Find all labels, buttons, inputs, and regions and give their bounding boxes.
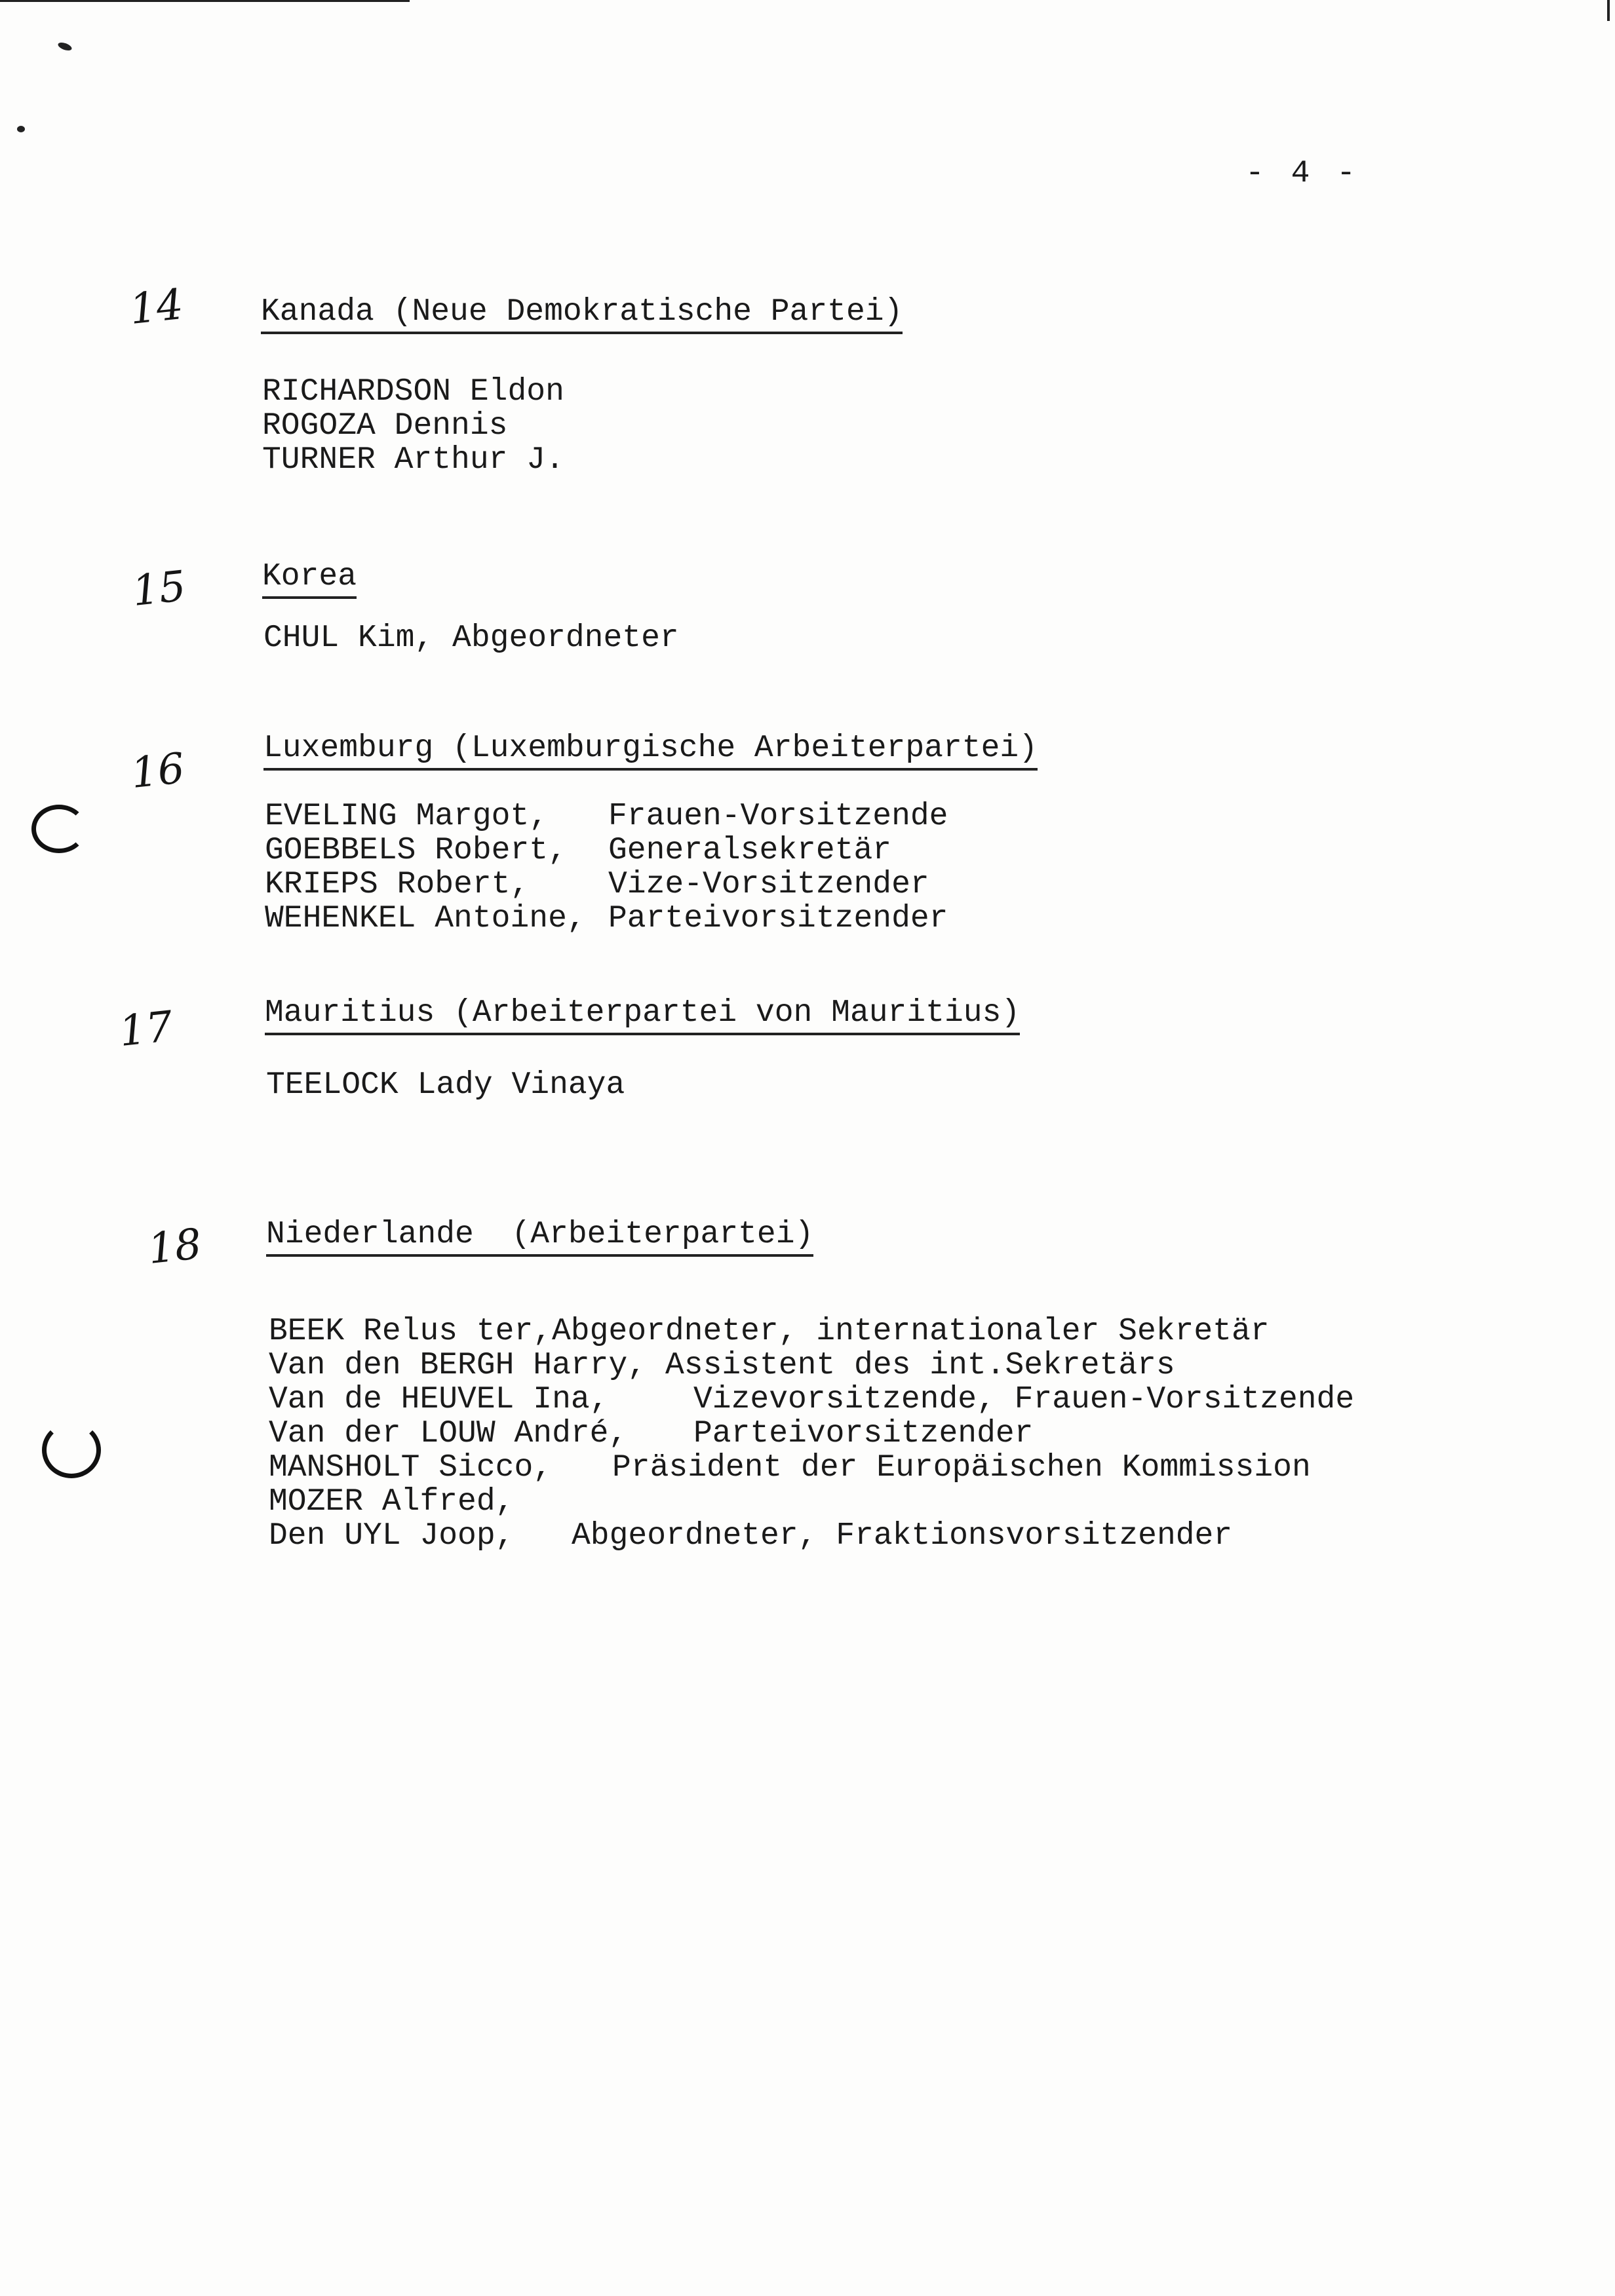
margin-number-17: 17 xyxy=(117,1002,176,1057)
section-heading-luxemburg: Luxemburg (Luxemburgische Arbeiterpartei) xyxy=(263,730,1038,771)
margin-number-18: 18 xyxy=(146,1219,204,1274)
entry-list-niederlande xyxy=(269,1314,1354,1553)
entry-list-kanada xyxy=(262,375,564,477)
entry-name: Van den BERGH Harry, xyxy=(269,1348,647,1383)
entry-name: Van der LOUW André, xyxy=(269,1416,628,1451)
margin-number-14: 14 xyxy=(127,280,186,335)
edge-mark xyxy=(1607,0,1610,21)
list-item xyxy=(269,1349,1354,1383)
list-item xyxy=(265,799,948,833)
list-item xyxy=(265,902,948,936)
entry-role: Präsident der Europäischen Kommission xyxy=(612,1450,1311,1485)
list-item xyxy=(263,621,679,655)
list-item xyxy=(269,1383,1354,1417)
ink-speck xyxy=(57,41,73,52)
list-item xyxy=(266,1068,625,1102)
entry-role: Abgeordneter, internationaler Sekretär xyxy=(552,1314,1270,1349)
entry-name: RICHARDSON Eldon xyxy=(262,374,564,410)
entry-name: EVELING Margot, xyxy=(265,799,549,834)
entry-name: TEELOCK Lady Vinaya xyxy=(266,1067,625,1103)
entry-name: CHUL Kim, Abgeordneter xyxy=(263,621,679,656)
entry-name: TURNER Arthur J. xyxy=(262,442,564,478)
entry-name: MANSHOLT Sicco, xyxy=(269,1450,553,1485)
entry-name: BEEK Relus ter, xyxy=(269,1314,553,1349)
section-heading-mauritius: Mauritius (Arbeiterpartei von Mauritius) xyxy=(265,995,1020,1035)
entry-role: Frauen-Vorsitzende xyxy=(608,799,948,834)
entry-role: Vize-Vorsitzender xyxy=(608,867,929,902)
entry-name: MOZER Alfred, xyxy=(269,1484,515,1520)
section-heading-korea: Korea xyxy=(262,558,357,599)
list-item xyxy=(262,375,564,409)
section-heading-niederlande: Niederlande (Arbeiterpartei) xyxy=(266,1216,813,1257)
entry-name: KRIEPS Robert, xyxy=(265,867,530,902)
entry-name: ROGOZA Dennis xyxy=(262,408,508,444)
margin-number-15: 15 xyxy=(130,562,189,617)
entry-list-korea xyxy=(263,621,679,655)
top-rule xyxy=(0,0,410,2)
ink-speck xyxy=(17,126,25,132)
entry-name: GOEBBELS Robert, xyxy=(265,833,567,868)
entry-role: Parteivorsitzender xyxy=(693,1416,1034,1451)
entry-list-luxemburg xyxy=(265,799,948,936)
margin-c-mark xyxy=(31,805,87,853)
entry-role: Parteivorsitzender xyxy=(608,901,948,936)
list-item xyxy=(262,443,564,477)
list-item xyxy=(265,833,948,868)
entry-name: WEHENKEL Antoine, xyxy=(265,901,586,936)
entry-role: Assistent des int.Sekretärs xyxy=(665,1348,1175,1383)
entry-name: Van de HEUVEL Ina, xyxy=(269,1382,609,1417)
list-item xyxy=(269,1451,1354,1485)
list-item xyxy=(269,1417,1354,1451)
list-item xyxy=(265,868,948,902)
margin-number-16: 16 xyxy=(128,744,187,799)
entry-role: Abgeordneter, Fraktionsvorsitzender xyxy=(572,1518,1233,1554)
list-item xyxy=(269,1519,1354,1553)
margin-circle-mark xyxy=(42,1422,101,1478)
list-item xyxy=(262,409,564,443)
entry-name: Den UYL Joop, xyxy=(269,1518,515,1554)
entry-role: Vizevorsitzende, Frauen-Vorsitzende xyxy=(693,1382,1355,1417)
page-number: - 4 - xyxy=(1245,156,1360,191)
list-item xyxy=(269,1314,1354,1349)
entry-role: Generalsekretär xyxy=(608,833,892,868)
list-item xyxy=(269,1485,1354,1519)
section-heading-kanada: Kanada (Neue Demokratische Partei) xyxy=(261,294,903,334)
entry-list-mauritius xyxy=(266,1068,625,1102)
